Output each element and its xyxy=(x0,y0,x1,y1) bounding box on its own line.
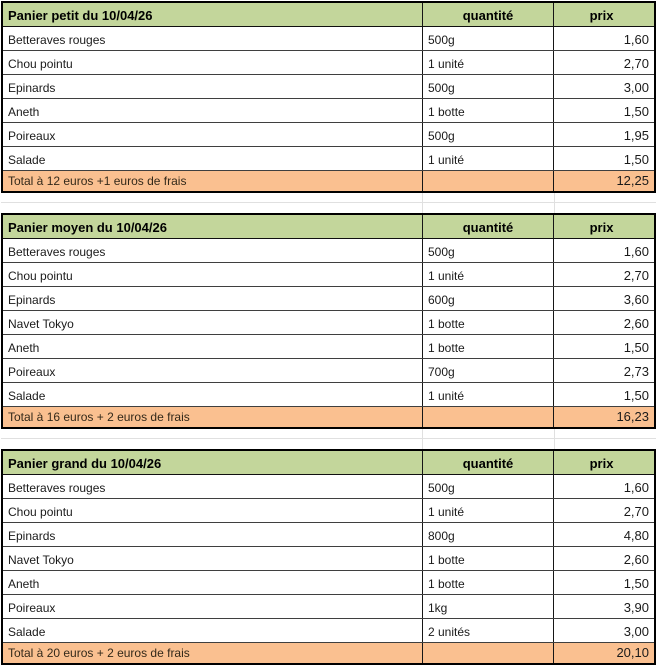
item-name-cell[interactable]: Epinards xyxy=(3,523,423,546)
total-label-cell[interactable]: Total à 20 euros + 2 euros de frais xyxy=(3,643,423,663)
item-name-cell[interactable]: Navet Tokyo xyxy=(3,547,423,570)
table-row xyxy=(3,619,654,643)
quantity-cell[interactable]: 1 botte xyxy=(423,571,554,594)
table-title[interactable]: Panier petit du 10/04/26 xyxy=(3,3,423,26)
table-row xyxy=(3,287,654,311)
price-cell[interactable]: 2,60 xyxy=(623,552,649,567)
table-row xyxy=(3,27,654,51)
gridline-cell xyxy=(423,193,555,203)
quantity-cell[interactable]: 1 botte xyxy=(423,311,554,334)
price-cell[interactable]: 3,00 xyxy=(623,624,649,639)
price-cell[interactable]: 1,50 xyxy=(623,340,649,355)
sheet-gridlines-gap xyxy=(1,429,656,449)
table-row xyxy=(3,263,654,287)
gridline-cell xyxy=(1,439,423,449)
price-cell[interactable]: 1,50 xyxy=(623,576,649,591)
table-row xyxy=(3,499,654,523)
price-cell[interactable]: 1,60 xyxy=(623,480,649,495)
total-empty-cell[interactable] xyxy=(423,643,554,663)
column-header-price[interactable]: prix xyxy=(589,8,614,23)
quantity-cell[interactable]: 500g xyxy=(423,123,554,146)
spreadsheet xyxy=(1,1,656,665)
table-body xyxy=(3,475,654,643)
price-cell[interactable]: 1,60 xyxy=(623,32,649,47)
table-row xyxy=(3,335,654,359)
table-body xyxy=(3,239,654,407)
gridline-cell xyxy=(555,429,656,439)
item-name-cell[interactable]: Epinards xyxy=(3,287,423,310)
price-cell[interactable]: 3,00 xyxy=(623,80,649,95)
quantity-cell[interactable]: 1 botte xyxy=(423,335,554,358)
quantity-cell[interactable]: 500g xyxy=(423,239,554,262)
table-row xyxy=(3,147,654,171)
column-header-quantity[interactable]: quantité xyxy=(423,451,554,474)
item-name-cell[interactable]: Navet Tokyo xyxy=(3,311,423,334)
price-cell[interactable]: 1,50 xyxy=(623,104,649,119)
gridline-cell xyxy=(423,203,555,213)
quantity-cell[interactable]: 500g xyxy=(423,75,554,98)
gridline-cell xyxy=(423,439,555,449)
item-name-cell[interactable]: Chou pointu xyxy=(3,499,423,522)
item-name-cell[interactable]: Epinards xyxy=(3,75,423,98)
table-header-row xyxy=(3,3,654,27)
table-row xyxy=(3,359,654,383)
price-cell[interactable]: 2,73 xyxy=(623,364,649,379)
item-name-cell[interactable]: Chou pointu xyxy=(3,51,423,74)
quantity-cell[interactable]: 1 unité xyxy=(423,383,554,406)
table-title[interactable]: Panier grand du 10/04/26 xyxy=(3,451,423,474)
item-name-cell[interactable]: Poireaux xyxy=(3,123,423,146)
quantity-cell[interactable]: 500g xyxy=(423,27,554,50)
table-row xyxy=(3,547,654,571)
table-row xyxy=(3,51,654,75)
price-cell[interactable]: 1,50 xyxy=(623,388,649,403)
quantity-cell[interactable]: 700g xyxy=(423,359,554,382)
quantity-cell[interactable]: 1 unité xyxy=(423,147,554,170)
table-row xyxy=(3,475,654,499)
price-cell[interactable]: 1,60 xyxy=(623,244,649,259)
total-row xyxy=(3,407,654,427)
price-cell[interactable]: 4,80 xyxy=(623,528,649,543)
column-header-quantity[interactable]: quantité xyxy=(423,3,554,26)
total-row xyxy=(3,643,654,663)
item-name-cell[interactable]: Betteraves rouges xyxy=(3,27,423,50)
table-row xyxy=(3,595,654,619)
total-row xyxy=(3,171,654,191)
quantity-cell[interactable]: 1 botte xyxy=(423,547,554,570)
column-header-price[interactable]: prix xyxy=(589,456,614,471)
quantity-cell[interactable]: 2 unités xyxy=(423,619,554,642)
table-header-row xyxy=(3,215,654,239)
column-header-quantity[interactable]: quantité xyxy=(423,215,554,238)
quantity-cell[interactable]: 1kg xyxy=(423,595,554,618)
price-cell[interactable]: 1,50 xyxy=(623,152,649,167)
item-name-cell[interactable]: Aneth xyxy=(3,335,423,358)
quantity-cell[interactable]: 1 unité xyxy=(423,263,554,286)
table-body xyxy=(3,27,654,171)
table-row xyxy=(3,571,654,595)
table-row xyxy=(3,383,654,407)
total-price-cell[interactable]: 12,25 xyxy=(616,173,649,188)
item-name-cell[interactable]: Chou pointu xyxy=(3,263,423,286)
table-row xyxy=(3,75,654,99)
item-name-cell[interactable]: Aneth xyxy=(3,99,423,122)
column-header-price[interactable]: prix xyxy=(589,220,614,235)
gridline-cell xyxy=(555,193,656,203)
quantity-cell[interactable]: 1 botte xyxy=(423,99,554,122)
gridline-cell xyxy=(1,203,423,213)
total-price-cell[interactable]: 20,10 xyxy=(616,645,649,660)
quantity-cell[interactable]: 500g xyxy=(423,475,554,498)
table-row xyxy=(3,311,654,335)
total-price-cell[interactable]: 16,23 xyxy=(616,409,649,424)
price-cell[interactable]: 2,70 xyxy=(623,268,649,283)
item-name-cell[interactable]: Poireaux xyxy=(3,595,423,618)
quantity-cell[interactable]: 1 unité xyxy=(423,51,554,74)
table-row xyxy=(3,239,654,263)
quantity-cell[interactable]: 600g xyxy=(423,287,554,310)
item-name-cell[interactable]: Salade xyxy=(3,147,423,170)
item-name-cell[interactable]: Betteraves rouges xyxy=(3,239,423,262)
price-cell[interactable]: 3,60 xyxy=(623,292,649,307)
table-title[interactable]: Panier moyen du 10/04/26 xyxy=(3,215,423,238)
quantity-cell[interactable]: 800g xyxy=(423,523,554,546)
price-cell[interactable]: 2,70 xyxy=(623,56,649,71)
total-empty-cell[interactable] xyxy=(423,407,554,427)
quantity-cell[interactable]: 1 unité xyxy=(423,499,554,522)
basket-table-grand xyxy=(1,449,656,665)
gridline-cell xyxy=(1,429,423,439)
basket-table-moyen xyxy=(1,213,656,429)
item-name-cell[interactable]: Salade xyxy=(3,383,423,406)
table-row xyxy=(3,123,654,147)
gridline-cell xyxy=(423,429,555,439)
item-name-cell[interactable]: Betteraves rouges xyxy=(3,475,423,498)
gridline-cell xyxy=(1,193,423,203)
price-cell[interactable]: 1,95 xyxy=(623,128,649,143)
table-row xyxy=(3,99,654,123)
gridline-cell xyxy=(555,203,656,213)
basket-table-petit xyxy=(1,1,656,193)
price-cell[interactable]: 2,70 xyxy=(623,504,649,519)
total-label-cell[interactable]: Total à 16 euros + 2 euros de frais xyxy=(3,407,423,427)
sheet-gridlines-gap xyxy=(1,193,656,213)
item-name-cell[interactable]: Poireaux xyxy=(3,359,423,382)
table-row xyxy=(3,523,654,547)
total-label-cell[interactable]: Total à 12 euros +1 euros de frais xyxy=(3,171,423,191)
price-cell[interactable]: 2,60 xyxy=(623,316,649,331)
price-cell[interactable]: 3,90 xyxy=(623,600,649,615)
total-empty-cell[interactable] xyxy=(423,171,554,191)
item-name-cell[interactable]: Salade xyxy=(3,619,423,642)
gridline-cell xyxy=(555,439,656,449)
item-name-cell[interactable]: Aneth xyxy=(3,571,423,594)
table-header-row xyxy=(3,451,654,475)
